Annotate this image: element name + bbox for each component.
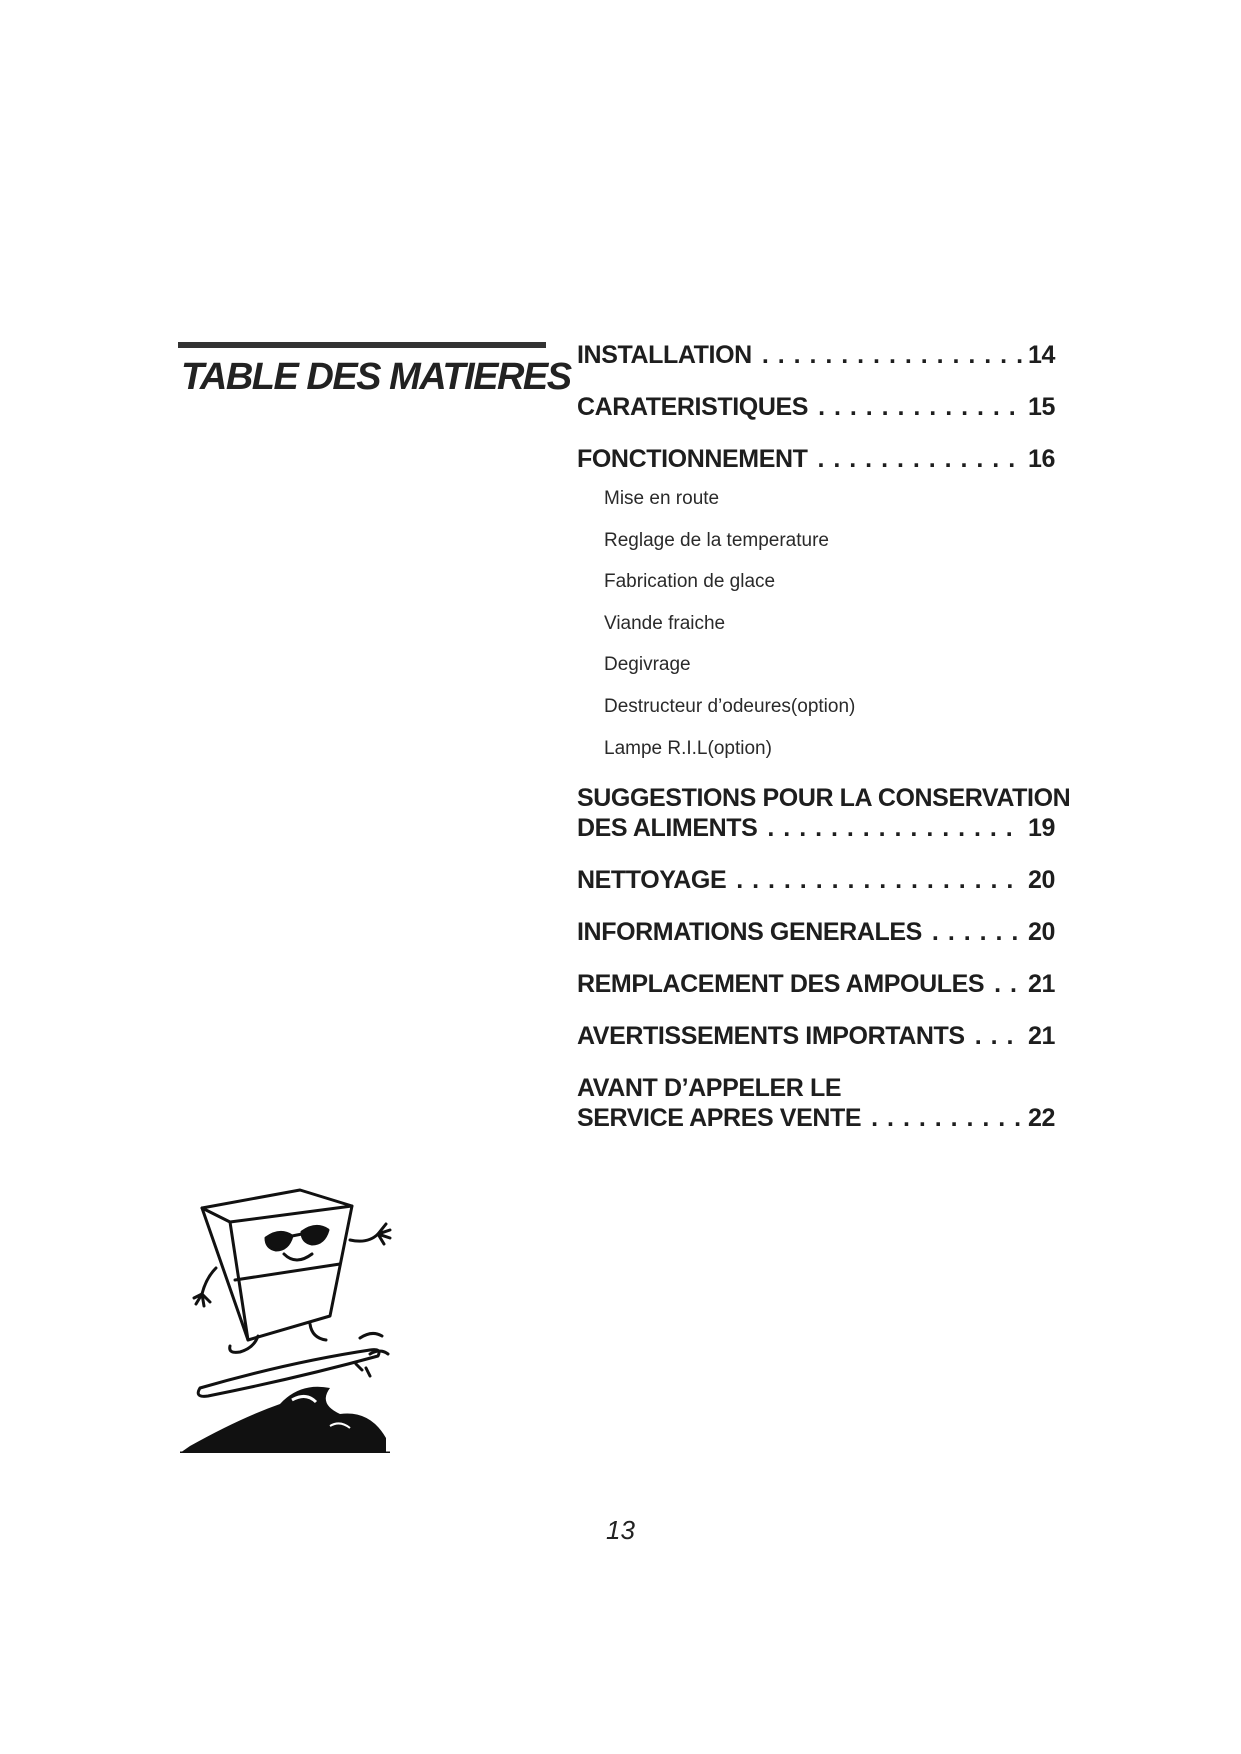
dot-leader bbox=[767, 813, 1022, 843]
toc-entry-label: DES ALIMENTS bbox=[577, 814, 758, 843]
dot-leader bbox=[975, 1021, 1022, 1051]
dot-leader bbox=[932, 917, 1022, 947]
toc-entry-avant[interactable] bbox=[577, 1073, 1055, 1133]
toc-entry-label: INFORMATIONS GENERALES bbox=[577, 918, 922, 947]
toc-entry-label: SERVICE APRES VENTE bbox=[577, 1104, 862, 1133]
toc-entry-label-line1: SUGGESTIONS POUR LA CONSERVATION bbox=[577, 784, 1071, 813]
table-of-contents bbox=[577, 340, 1071, 1133]
surfing-refrigerator-mascot-icon bbox=[180, 1168, 440, 1453]
toc-entry-avertissements[interactable] bbox=[577, 1021, 1055, 1051]
toc-page-number: 20 bbox=[1027, 866, 1055, 895]
toc-subentry[interactable]: Fabrication de glace bbox=[604, 571, 776, 593]
dot-leader bbox=[736, 865, 1022, 895]
toc-page-number: 14 bbox=[1027, 341, 1055, 369]
toc-subentry[interactable]: Reglage de la temperature bbox=[604, 529, 829, 551]
toc-entry-label: CARATERISTIQUES bbox=[577, 393, 809, 421]
toc-section-fonctionnement bbox=[577, 444, 1055, 769]
toc-entry-label: INSTALLATION bbox=[577, 341, 752, 369]
toc-page-number: 20 bbox=[1027, 918, 1055, 947]
toc-entry-nettoyage[interactable] bbox=[577, 865, 1055, 895]
title-rule bbox=[178, 342, 546, 348]
toc-entry-label: FONCTIONNEMENT bbox=[577, 445, 808, 473]
toc-page-number: 19 bbox=[1027, 814, 1055, 843]
dot-leader bbox=[994, 969, 1022, 999]
toc-entry-fonctionnement[interactable] bbox=[577, 444, 1055, 474]
toc-entry-carateristiques[interactable] bbox=[577, 392, 1055, 422]
toc-subentries bbox=[577, 478, 1055, 769]
toc-entry-informations[interactable] bbox=[577, 917, 1055, 947]
toc-page-number: 21 bbox=[1027, 970, 1055, 999]
toc-entry-remplacement[interactable] bbox=[577, 969, 1055, 999]
toc-page-number: 21 bbox=[1027, 1022, 1055, 1051]
toc-subentry[interactable]: Destructeur d’odeures(option) bbox=[604, 695, 856, 717]
dot-leader bbox=[871, 1103, 1022, 1133]
toc-page-number: 22 bbox=[1027, 1104, 1055, 1133]
toc-entry-label: NETTOYAGE bbox=[577, 866, 727, 895]
page-number: 13 bbox=[606, 1515, 635, 1545]
toc-subentry[interactable]: Lampe R.I.L(option) bbox=[604, 737, 772, 759]
dot-leader bbox=[818, 444, 1022, 474]
toc-entry-label-line1: AVANT D’APPELER LE bbox=[577, 1074, 842, 1103]
toc-subentry[interactable]: Degivrage bbox=[604, 654, 691, 676]
toc-subentry[interactable]: Viande fraiche bbox=[604, 612, 726, 634]
page-title: TABLE DES MATIERES bbox=[181, 356, 571, 398]
toc-entry-label: AVERTISSEMENTS IMPORTANTS bbox=[577, 1022, 965, 1051]
toc-entry-label: REMPLACEMENT DES AMPOULES bbox=[577, 970, 985, 999]
dot-leader bbox=[818, 392, 1022, 422]
toc-entry-suggestions[interactable] bbox=[577, 783, 1071, 843]
toc-entry-installation[interactable] bbox=[577, 340, 1055, 370]
toc-page-number: 16 bbox=[1027, 445, 1055, 473]
dot-leader bbox=[762, 340, 1022, 370]
toc-page-number: 15 bbox=[1027, 393, 1055, 421]
toc-subentry[interactable]: Mise en route bbox=[604, 488, 720, 509]
